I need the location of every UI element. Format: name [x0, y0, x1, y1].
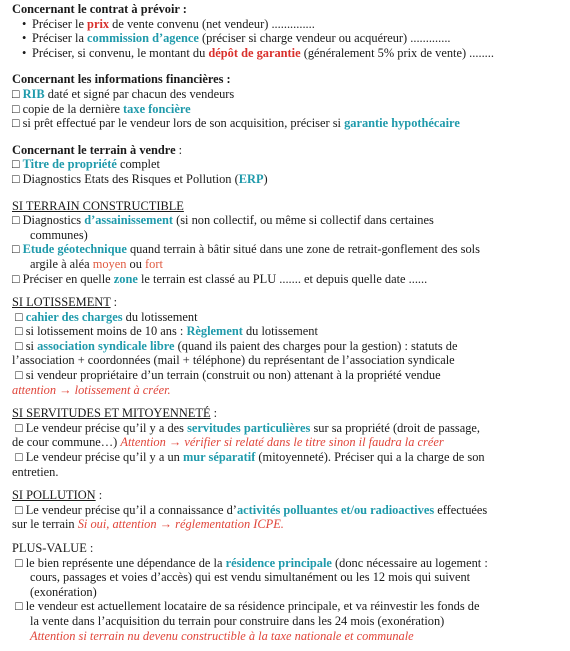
section-title-servitudes: SI SERVITUDES ET MITOYENNETÉ :: [12, 406, 218, 421]
list-item: □ Le vendeur précise qu’il a connaissance d’activités polluantes et/ou radioactives effectuées: [15, 502, 488, 517]
list-item: □ cahier des charges du lotissement: [15, 309, 198, 324]
checkbox-icon: □: [15, 324, 23, 339]
checkbox-icon: □: [12, 242, 20, 257]
section-title-constructible: SI TERRAIN CONSTRUCTIBLE: [12, 198, 184, 213]
checkbox-icon: □: [12, 271, 20, 286]
list-item: □ le bien représente une dépendance de la résidence principale (donc nécessaire au logement :: [15, 555, 488, 570]
list-item: □ Préciser en quelle zone le terrain est classé au PLU ....... et depuis quelle date ......: [12, 271, 428, 286]
section-title-financier: Concernant les informations financières :: [12, 72, 231, 87]
checkbox-icon: □: [12, 171, 20, 186]
checkbox-icon: □: [15, 502, 23, 517]
list-item: □ si vendeur propriétaire d’un terrain (construit ou non) attenant à la propriété vendue: [15, 368, 441, 383]
list-item: □ Etude géotechnique quand terrain à bâtir situé dans une zone de retrait-gonflement des sols: [12, 242, 480, 257]
list-item: • Préciser la commission d’agence (préciser si charge vendeur ou acquéreur) .............: [22, 31, 558, 46]
list-item: □ Le vendeur précise qu’il y a des servitudes particulières sur sa propriété (droit de passage,: [15, 420, 481, 435]
list-item: □ RIB daté et signé par chacun des vendeurs: [12, 86, 235, 101]
list-item-continued: argile à aléa moyen ou fort: [30, 256, 163, 271]
checkbox-icon: □: [15, 368, 23, 383]
attention-note: Attention → vérifier si relaté dans le titre sinon il faudra la créer: [120, 435, 444, 450]
section-title-terrain: Concernant le terrain à vendre :: [12, 142, 183, 157]
list-item: □ Diagnostics d’assainissement (si non collectif, ou même si collectif dans certaines: [12, 213, 434, 228]
list-item-continued: entretien.: [12, 464, 59, 479]
list-item: □ Diagnostics Etats des Risques et Pollution (ERP): [12, 171, 268, 186]
checkbox-icon: □: [12, 213, 20, 228]
list-item: □ le vendeur est actuellement locataire de sa résidence principale, et va réinvestir les fonds de: [15, 599, 480, 614]
checkbox-icon: □: [12, 116, 20, 131]
attention-note: Si oui, attention → réglementation ICPE.: [77, 517, 284, 532]
section-title-contrat: Concernant le contrat à prévoir :: [12, 2, 187, 16]
checkbox-icon: □: [15, 555, 23, 570]
checkbox-icon: □: [12, 157, 20, 172]
section-title-plusvalue: PLUS-VALUE :: [12, 541, 94, 555]
checkbox-icon: □: [15, 450, 23, 465]
list-item-continued: cours, passages et voies d’accès) qui est vendu simultanément ou les 12 mois qui suivent: [30, 570, 471, 585]
list-item-continued: l’association + coordonnées (mail + téléphone) du représentant de l’association syndicale: [12, 353, 455, 368]
list-item-continued: de cour commune…) Attention → vérifier si relaté dans le titre sinon il faudra la créer: [12, 435, 444, 450]
list-item-continued: communes): [30, 227, 88, 242]
section-title-pollution: SI POLLUTION :: [12, 488, 103, 503]
checkbox-icon: □: [15, 420, 23, 435]
attention-note: Attention si terrain nu devenu constructible à la taxe nationale et communale: [30, 628, 414, 643]
list-item: □ si association syndicale libre (quand ils paient des charges pour la gestion) : statuts de: [15, 338, 458, 353]
list-item-continued: sur le terrain Si oui, attention → réglementation ICPE.: [12, 517, 284, 532]
list-item-continued: (exonération): [30, 584, 97, 599]
checkbox-icon: □: [15, 338, 23, 353]
checkbox-icon: □: [15, 599, 23, 614]
checkbox-icon: □: [12, 86, 20, 101]
list-item: □ si prêt effectué par le vendeur lors de son acquisition, préciser si garantie hypothécaire: [12, 116, 460, 131]
checkbox-icon: □: [15, 309, 23, 324]
list-item: □ copie de la dernière taxe foncière: [12, 101, 191, 116]
list-item: □ Titre de propriété complet: [12, 157, 160, 172]
checkbox-icon: □: [12, 101, 20, 116]
list-item: • Préciser le prix de vente convenu (net vendeur) ..............: [22, 17, 558, 32]
list-item: • Préciser, si convenu, le montant du dépôt de garantie (généralement 5% prix de vente) ........: [22, 46, 558, 61]
list-item: □ si lotissement moins de 10 ans : Règlement du lotissement: [15, 324, 318, 339]
list-item: □ Le vendeur précise qu’il y a un mur séparatif (mitoyenneté). Préciser qui a la charge de son: [15, 450, 485, 465]
attention-note: attention → lotissement à créer.: [12, 382, 171, 397]
section-title-lotissement: SI LOTISSEMENT :: [12, 295, 118, 310]
list-item-continued: la vente dans l’acquisition du terrain pour construire dans les 24 mois (exonération): [30, 613, 445, 628]
